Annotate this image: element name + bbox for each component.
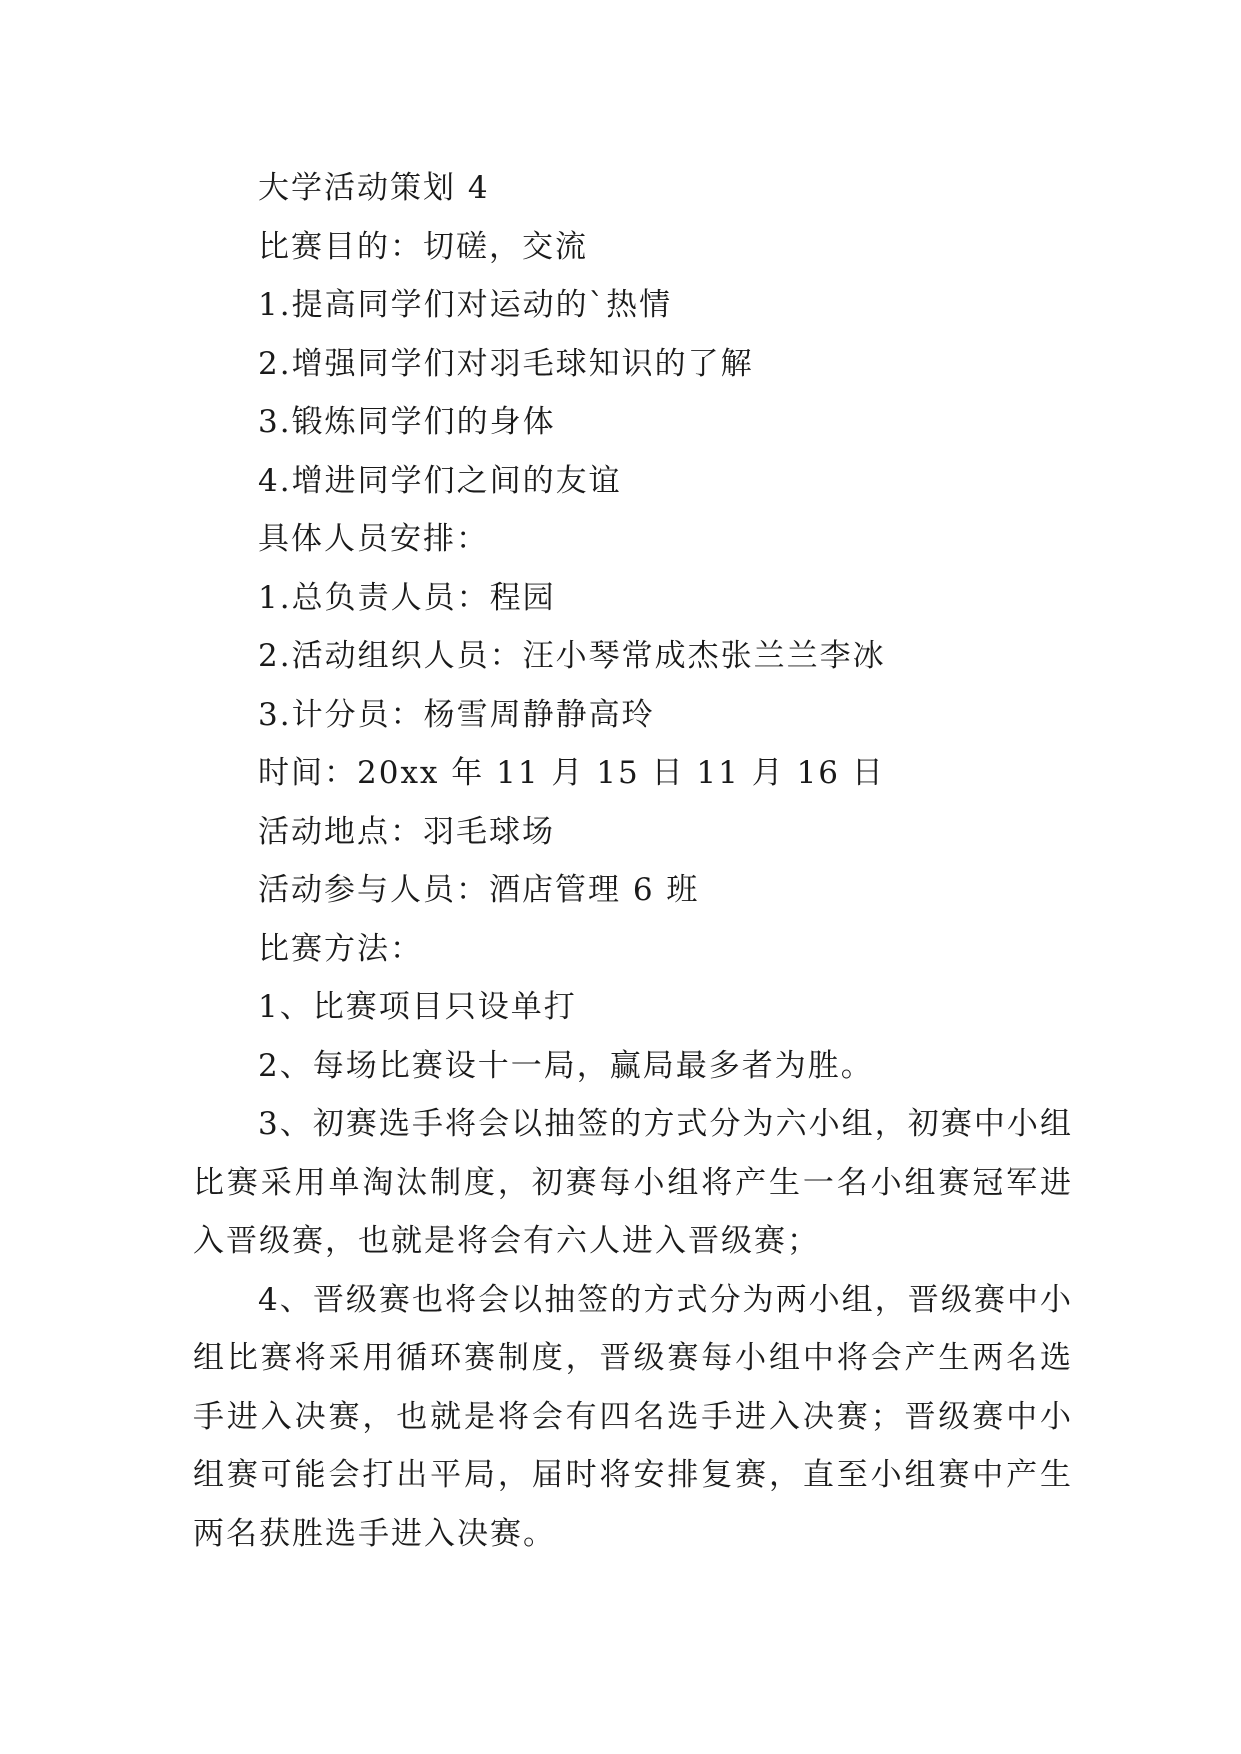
staff-item-1: 1.总负责人员：程园 [258, 579, 556, 616]
paragraph-purpose: 比赛目的：切磋，交流 [258, 228, 588, 265]
staff-item-3: 3.计分员：杨雪周静静高玲 [258, 696, 655, 733]
method-heading: 比赛方法： [258, 930, 423, 967]
purpose-item-3: 3.锻炼同学们的身体 [258, 404, 556, 440]
document-title: 大学活动策划 4 [258, 170, 490, 206]
staff-item-2: 2.活动组织人员：汪小琴常成杰张兰兰李冰 [258, 638, 886, 674]
method-item-4: 4、晋级赛也将会以抽签的方式分为两小组，晋级赛中小组比赛将采用循环赛制度，晋级赛每小组中将会产生两名选手进入决赛，也就是将会有四名选手进入决赛；晋级赛中小组赛可能会打出平局，届时将安排复赛，直至小组赛中产生两名获胜选手进入决赛。 [193, 1281, 1073, 1552]
paragraph-time: 时间：20xx 年 11 月 15 日 11 月 16 日 [258, 755, 885, 791]
purpose-item-1: 1.提高同学们对运动的`热情 [258, 287, 673, 323]
document-body [193, 159, 1073, 1563]
staff-heading: 具体人员安排： [258, 521, 489, 557]
paragraph-location: 活动地点：羽毛球场 [258, 813, 555, 850]
purpose-item-2: 2.增强同学们对羽毛球知识的了解 [258, 345, 754, 382]
paragraph-participants: 活动参与人员：酒店管理 6 班 [258, 872, 700, 908]
method-item-3: 3、初赛选手将会以抽签的方式分为六小组，初赛中小组比赛采用单淘汰制度，初赛每小组将产生一名小组赛冠军进入晋级赛，也就是将会有六人进入晋级赛； [193, 1106, 1073, 1259]
method-item-2: 2、每场比赛设十一局，赢局最多者为胜。 [258, 1047, 874, 1084]
purpose-item-4: 4.增进同学们之间的友谊 [258, 462, 622, 499]
method-item-1: 1、比赛项目只设单打 [258, 989, 577, 1025]
